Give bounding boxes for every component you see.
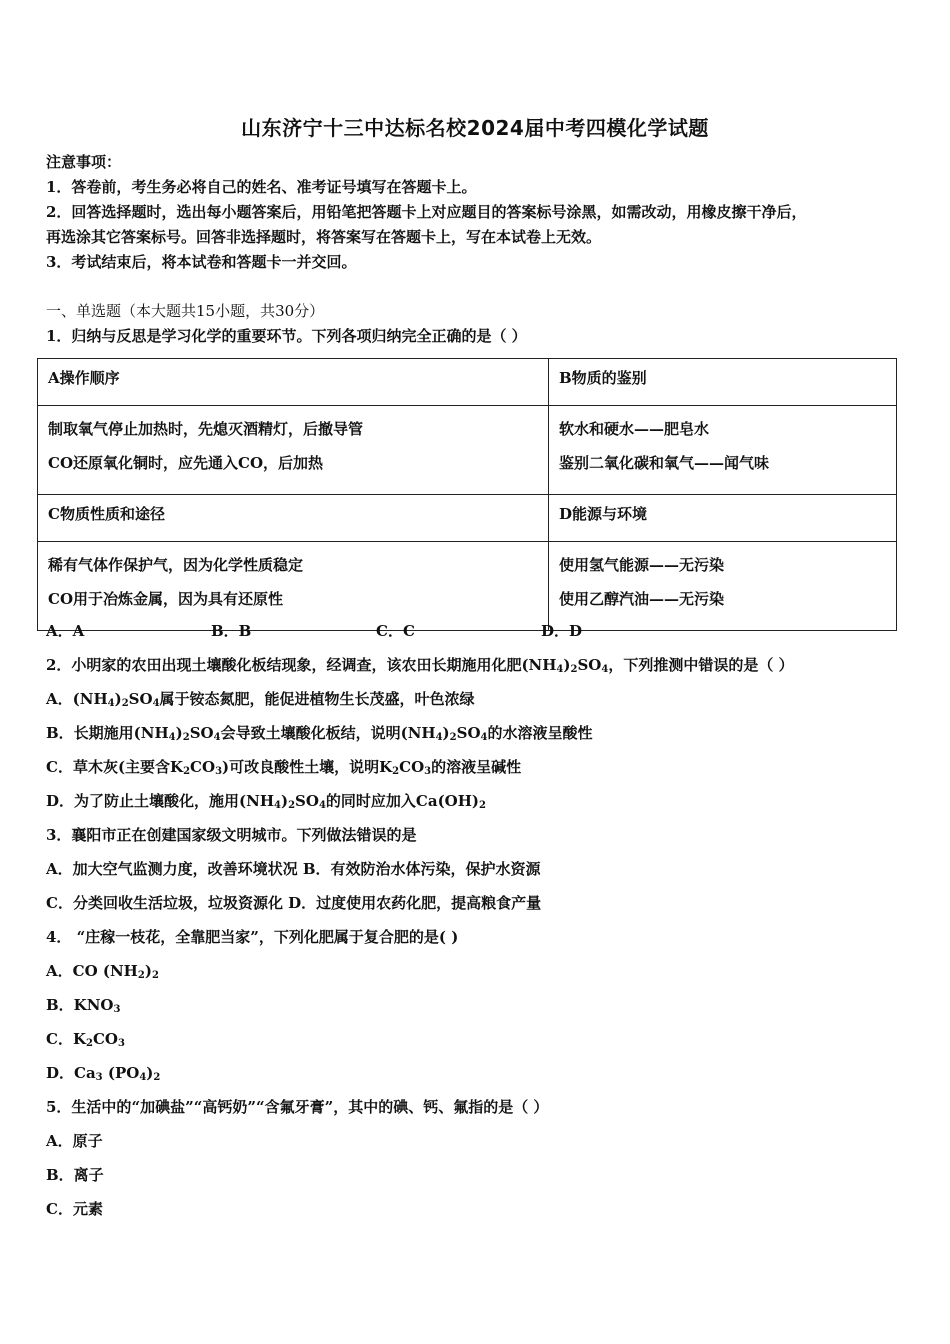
q1-d-line-1: 使用氢气能源——无污染 (559, 556, 725, 574)
q1-cell-b-body (549, 406, 897, 495)
q2-option-d: D．为了防止土壤酸化，施用$(NH_4)_2SO_4$的同时应加入$Ca(OH)_2$ (46, 792, 486, 811)
q5-stem: 5．生活中的“加碘盐”“高钙奶”“含氟牙膏”，其中的碘、钙、氟指的是（ ） (46, 1098, 549, 1116)
q3-options-ab: A．加大空气监测力度，改善环境状况 B．有效防治水体污染，保护水资源 (46, 860, 541, 878)
q1-c-line-1: 稀有气体作保护气，因为化学性质稳定 (48, 556, 304, 574)
q3-options-cd: C．分类回收生活垃圾，垃圾资源化 D．过度使用农药化肥，提高粮食产量 (46, 894, 542, 912)
q4-option-a: A．CO $(NH_2)_2$ (46, 962, 159, 981)
q1-cell-c-body (38, 542, 549, 631)
q4-option-c: C．$K_2CO_3$ (46, 1030, 125, 1049)
q3-stem: 3．襄阳市正在创建国家级文明城市。下列做法错误的是 (46, 826, 417, 844)
q1-cell-c-head: C物质性质和途径 (38, 495, 549, 542)
q2-option-c: C．草木灰(主要含$K_2CO_3$)可改良酸性土壤，说明$K_2CO_3$的溶液呈碱性 (46, 758, 522, 777)
q2-option-a: A．$(NH_4)_2SO_4$属于铵态氮肥，能促进植物生长茂盛，叶色浓绿 (46, 690, 475, 709)
q2-stem: 2．小明家的农田出现土壤酸化板结现象，经调查，该农田长期施用化肥$(NH_4)_2SO_4$，下列推测中错误的是（ ） (46, 656, 794, 675)
q5-option-c: C．元素 (46, 1200, 103, 1218)
q4-option-d: D．$Ca_3$ $(PO_4)_2$ (46, 1064, 161, 1083)
q1-option-d: D．D (541, 622, 583, 640)
q1-cell-b-head: B物质的鉴别 (549, 359, 897, 406)
q1-a-line-2: CO还原氧化铜时，应先通入CO，后加热 (48, 454, 324, 472)
q5-option-b: B．离子 (46, 1166, 104, 1184)
q1-table (37, 358, 897, 631)
q4-stem: 4． “庄稼一枝花，全靠肥当家”，下列化肥属于复合肥的是( ) (46, 928, 459, 946)
q1-d-line-2: 使用乙醇汽油——无污染 (559, 590, 725, 608)
q1-cell-d-body (549, 542, 897, 631)
notice-item-1: 1．答卷前，考生务必将自己的姓名、准考证号填写在答题卡上。 (46, 178, 477, 196)
q1-cell-a-body (38, 406, 549, 495)
notice-heading: 注意事项： (46, 153, 122, 171)
q1-option-b: B．B (211, 622, 252, 640)
q1-a-line-1: 制取氧气停止加热时，先熄灭酒精灯，后撤导管 (48, 420, 364, 438)
notice-item-2b: 再选涂其它答案标号。回答非选择题时，将答案写在答题卡上，写在本试卷上无效。 (46, 228, 602, 246)
section-heading: 一、单选题（本大题共15小题，共30分） (46, 302, 325, 320)
q1-b-line-2: 鉴别二氧化碳和氧气——闻气味 (559, 454, 770, 472)
q4-option-b: B．$KNO_3$ (46, 996, 121, 1015)
q2-option-b: B．长期施用$(NH_4)_2SO_4$会导致土壤酸化板结，说明$(NH_4)_2SO_4$的水溶液呈酸性 (46, 724, 593, 743)
q5-option-a: A．原子 (46, 1132, 103, 1150)
q1-c-line-2: CO用于冶炼金属，因为具有还原性 (48, 590, 284, 608)
q1-cell-a-head: A操作顺序 (38, 359, 549, 406)
notice-item-3: 3．考试结束后，将本试卷和答题卡一并交回。 (46, 253, 357, 271)
notice-item-2a: 2．回答选择题时，选出每小题答案后，用铅笔把答题卡上对应题目的答案标号涂黑，如需改动，用橡皮擦干净后， (46, 203, 807, 221)
q1-cell-d-head: D能源与环境 (549, 495, 897, 542)
q1-b-line-1: 软水和硬水——肥皂水 (559, 420, 710, 438)
q1-option-a: A．A (46, 622, 85, 640)
q1-option-c: C．C (376, 622, 415, 640)
page-title: 山东济宁十三中达标名校2024届中考四模化学试题 (241, 116, 709, 140)
q1-stem: 1．归纳与反思是学习化学的重要环节。下列各项归纳完全正确的是（ ） (46, 327, 527, 345)
